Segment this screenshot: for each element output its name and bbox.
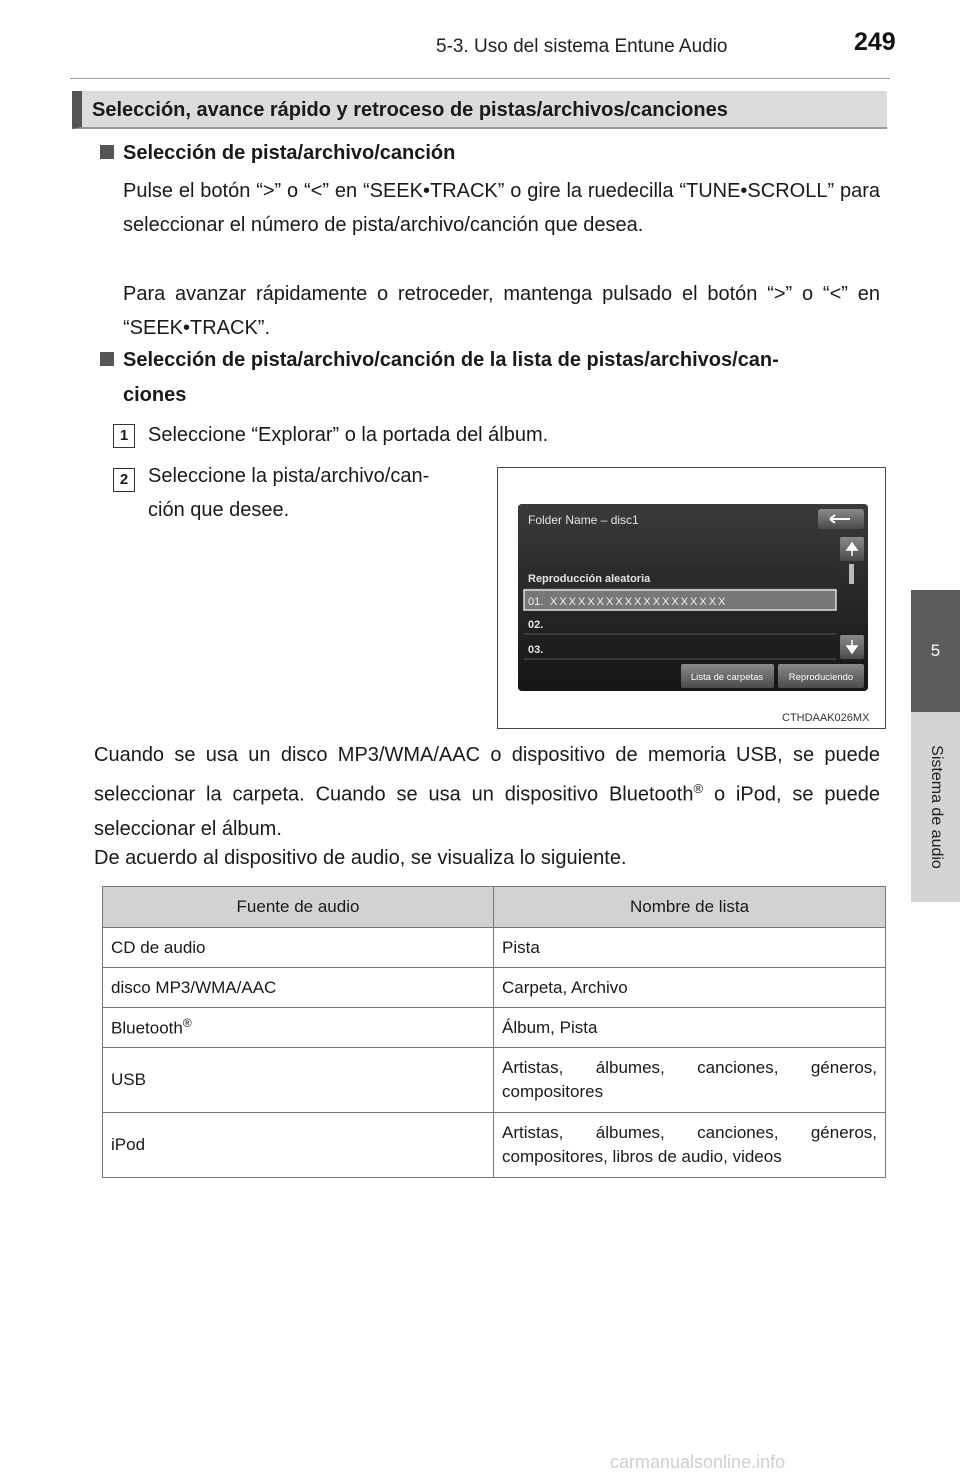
now-playing-label: Reproduciendo [788,672,854,683]
subheading-text-line1: Selección de pista/archivo/canción de la lista de pistas/archivos/can- [123,349,779,371]
subheading-select-from-list [100,342,890,378]
scroll-up-button[interactable] [840,537,864,561]
table-row [103,1008,886,1048]
registered-mark: ® [182,1016,192,1031]
track-row-02-number: 02. [528,619,544,631]
audio-screen-screenshot [518,504,868,691]
folder-list-label: Lista de carpetas [690,672,764,683]
table-cell-list: Pista [494,928,886,968]
back-arrow-icon[interactable] [818,509,864,529]
chapter-tab-number: 5 [911,590,960,712]
paragraph-text-start: Cuando se usa un disco MP3/WMA/AAC o dispositivo de memoria USB, se puede seleccionar la carpeta. Cuando se usa un dispositivo Bluetooth [94,744,880,806]
screen-drawing [518,504,868,691]
section-heading: Selección, avance rápido y retroceso de pistas/archivos/canciones [72,91,887,129]
folder-list-button[interactable] [681,664,774,688]
table-cell-source-text: Bluetooth [111,1018,183,1038]
step-number-2: 2 [113,468,135,492]
scrollbar-thumb[interactable] [849,564,854,584]
table-cell-source: CD de audio [103,928,494,968]
screen-folder-name: Folder Name – disc1 [528,513,639,527]
table-cell-source: disco MP3/WMA/AAC [103,968,494,1008]
figure-code: CTHDAAK026MX [782,712,870,724]
paragraph-select-track: Pulse el botón “>” o “<” en “SEEK•TRACK” o gire la ruedecilla “TUNE•SCROLL” para seleccionar el número de pista/archivo/canción que desea. [123,180,880,236]
subheading-text: Selección de pista/archivo/canción [123,142,456,164]
track-row-01[interactable] [524,590,836,610]
table-cell-source: USB [103,1048,494,1113]
paragraph-text-end: o iPod, se puede seleccionar el álbum. [94,783,880,840]
table-header-source: Fuente de audio [103,887,494,928]
now-playing-button[interactable] [778,664,864,688]
list-name-table [102,886,886,1178]
paragraph-fast-forward: Para avanzar rápidamente o retroceder, mantenga pulsado el botón “>” o “<” en “SEEK•TRACK”. [123,283,880,339]
subheading-track-select [100,135,455,171]
scroll-down-button[interactable] [840,635,864,659]
random-play-row[interactable] [524,566,836,587]
table-cell-source: iPod [103,1113,494,1178]
track-row-03[interactable] [528,644,543,656]
chapter-tab-title: Sistema de audio [927,745,945,869]
step-number-1: 1 [113,424,135,448]
watermark: carmanualsonline.info [610,1452,786,1472]
random-play-label: Reproducción aleatoria [528,573,651,585]
paragraph-folder-album [94,738,880,846]
table-cell-list: Artistas, álbumes, canciones, géneros, compositores [494,1048,886,1113]
table-row [103,968,886,1008]
paragraph-display-info: De acuerdo al dispositivo de audio, se visualiza lo siguiente. [94,847,627,869]
registered-mark: ® [693,781,704,796]
track-row-03-number: 03. [528,644,544,656]
table-cell-list: Álbum, Pista [494,1008,886,1048]
running-header-section: 5-3. Uso del sistema Entune Audio [436,36,728,57]
track-row-01-number: 01. [528,596,544,608]
table-row [103,928,886,968]
table-row [103,1048,886,1113]
table-cell-list: Carpeta, Archivo [494,968,886,1008]
track-row-02[interactable] [528,619,543,631]
step-2-text-line1: Seleccione la pista/archivo/can- [148,465,430,487]
table-header-list-name: Nombre de lista [494,887,886,928]
step-2-text-line2: ción que desee. [148,499,290,521]
table-header-row [103,887,886,928]
page-number: 249 [854,28,896,56]
track-row-01-title: XXXXXXXXXXXXXXXXXXX [550,596,728,608]
square-bullet-icon [100,352,114,366]
table-row [103,1113,886,1178]
header-rule [70,78,890,79]
step-1-text: Seleccione “Explorar” o la portada del álbum. [148,424,549,446]
subheading-text-line2: ciones [123,384,187,406]
table-cell-list: Artistas, álbumes, canciones, géneros, compositores, libros de audio, videos [494,1113,886,1178]
table-cell-source [103,1008,494,1048]
square-bullet-icon [100,145,114,159]
chapter-tab-label [911,712,960,902]
